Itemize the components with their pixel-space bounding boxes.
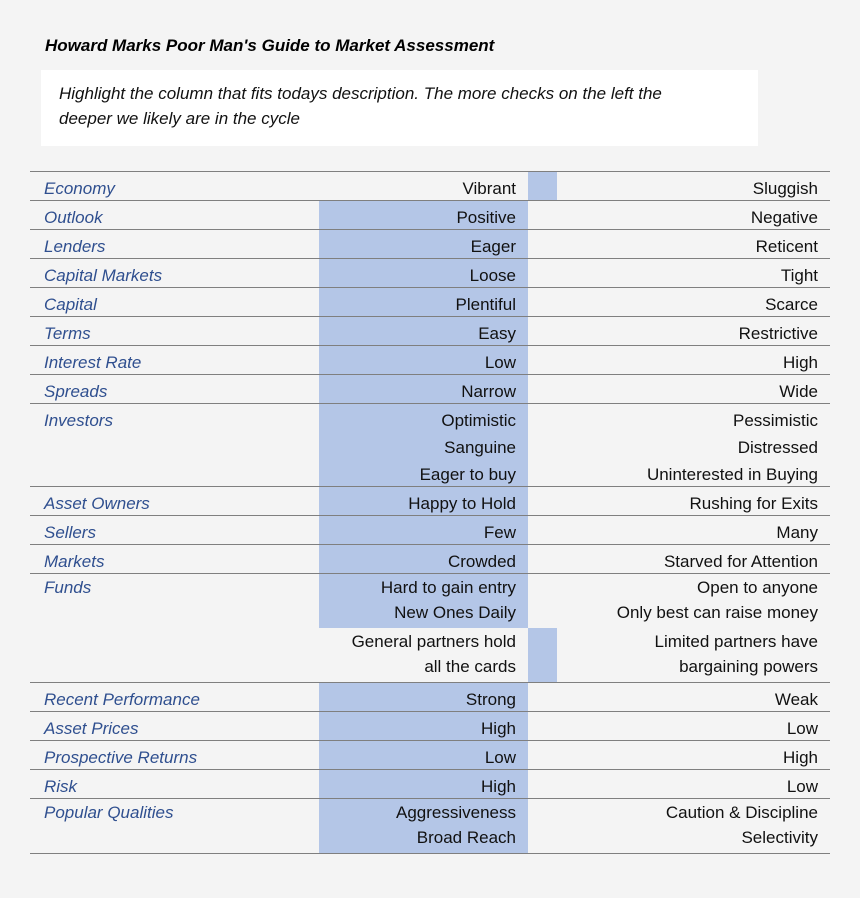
left-condition-line: Low: [484, 353, 516, 372]
right-condition-line: Wide: [779, 382, 818, 401]
left-condition-line: Low: [484, 748, 516, 767]
right-condition-line: Weak: [774, 690, 818, 709]
row-category: Economy: [44, 179, 115, 198]
row-category: Prospective Returns: [44, 748, 198, 767]
right-condition: [655, 630, 818, 679]
right-condition-line: Uninterested in Buying: [646, 465, 818, 484]
left-condition-line: Aggressiveness: [395, 803, 516, 822]
row-category: Interest Rate: [44, 353, 142, 372]
left-condition: [408, 490, 516, 517]
left-condition-line: General partners hold: [351, 632, 516, 651]
table-row: [30, 345, 830, 374]
left-condition-line: Narrow: [461, 382, 516, 401]
left-condition-line: Vibrant: [462, 179, 516, 198]
left-condition: [448, 548, 516, 575]
right-condition-line: Only best can raise money: [616, 602, 818, 622]
left-condition-line: Eager: [470, 237, 516, 256]
left-condition: [481, 715, 516, 742]
right-condition: [765, 291, 818, 318]
left-condition-line: Strong: [465, 690, 516, 709]
left-condition-line: Plentiful: [455, 295, 516, 314]
right-condition: [753, 175, 818, 202]
table-row: [30, 740, 830, 769]
left-condition-line: Hard to gain entry: [380, 578, 516, 597]
right-condition-line: Pessimistic: [732, 411, 818, 430]
right-condition: [779, 378, 818, 405]
left-condition-line: Eager to buy: [419, 465, 516, 484]
right-condition: [647, 407, 818, 488]
right-condition-line: Negative: [750, 208, 818, 227]
right-condition-line: Low: [786, 777, 818, 796]
table-row: [30, 172, 830, 200]
instructions-line-2: deeper we likely are in the cycle: [59, 109, 300, 128]
row-category: Asset Prices: [44, 719, 139, 738]
row-category: Outlook: [44, 208, 103, 227]
row-category: Investors: [44, 411, 113, 430]
left-condition: [456, 291, 516, 318]
left-condition-line: Positive: [456, 208, 516, 227]
highlight-marker: [528, 172, 557, 200]
left-condition-line: Easy: [478, 324, 516, 343]
left-condition: [471, 233, 516, 260]
row-category: Capital Markets: [44, 266, 163, 285]
row-category: Funds: [44, 578, 92, 597]
table-row: [30, 486, 830, 515]
table-row: [30, 798, 830, 853]
row-category: Markets: [44, 552, 105, 571]
right-condition: [690, 490, 819, 517]
left-condition: [420, 407, 516, 488]
row-category: Recent Performance: [44, 690, 200, 709]
left-condition-line: all the cards: [424, 656, 516, 676]
row-category: Lenders: [44, 237, 106, 256]
table-row: [30, 544, 830, 573]
left-condition: [470, 262, 516, 289]
table-row: [30, 515, 830, 544]
right-condition-line: Selectivity: [741, 827, 818, 847]
right-condition-line: Sluggish: [752, 179, 818, 198]
right-condition-line: Reticent: [755, 237, 818, 256]
right-condition: [783, 349, 818, 376]
right-condition-line: High: [783, 353, 818, 372]
row-category: Popular Qualities: [44, 803, 174, 822]
left-condition: [381, 576, 516, 625]
right-condition-line: Distressed: [737, 438, 818, 457]
left-condition: [478, 320, 516, 347]
left-condition-line: Crowded: [447, 552, 516, 571]
table-row: [30, 769, 830, 798]
left-condition-line: Loose: [469, 266, 516, 285]
instructions-line-1: Highlight the column that fits todays description. The more checks on the left the: [59, 84, 662, 103]
left-condition-line: Happy to Hold: [408, 494, 516, 513]
right-condition-line: Many: [776, 523, 818, 542]
table-row: [30, 682, 830, 711]
row-category: Sellers: [44, 523, 96, 542]
right-condition: [617, 576, 818, 625]
right-condition: [783, 744, 818, 771]
right-condition-line: bargaining powers: [679, 656, 818, 676]
row-category: Spreads: [44, 382, 108, 401]
table-row: [30, 573, 830, 628]
left-condition: [485, 744, 516, 771]
row-category: Capital: [44, 295, 97, 314]
row-category: Asset Owners: [44, 494, 150, 513]
left-condition: [456, 204, 516, 231]
left-condition-line: High: [481, 719, 516, 738]
right-condition-line: High: [783, 748, 818, 767]
right-condition: [666, 801, 818, 850]
left-condition: [485, 349, 516, 376]
right-condition-line: Rushing for Exits: [689, 494, 818, 513]
right-condition-line: Scarce: [765, 295, 818, 314]
table-row: [30, 628, 830, 682]
right-condition: [781, 262, 818, 289]
right-condition: [751, 204, 818, 231]
table-row: [30, 711, 830, 740]
left-condition: [481, 773, 516, 800]
table-row: [30, 229, 830, 258]
instructions-box: [41, 70, 758, 146]
highlight-marker: [528, 628, 557, 682]
right-condition: [787, 715, 818, 742]
table-row: [30, 316, 830, 345]
right-condition: [664, 548, 818, 575]
left-condition-line: New Ones Daily: [394, 602, 516, 622]
left-condition-line: Broad Reach: [416, 827, 516, 847]
row-category: Terms: [44, 324, 91, 343]
table-row: [30, 403, 830, 486]
right-condition: [739, 320, 818, 347]
left-condition: [484, 519, 516, 546]
page-title: Howard Marks Poor Man's Guide to Market Assessment: [45, 36, 495, 55]
row-category: Risk: [44, 777, 78, 796]
table-row: [30, 287, 830, 316]
right-condition-line: Limited partners have: [654, 632, 818, 651]
left-condition-line: High: [481, 777, 516, 796]
right-condition: [776, 519, 818, 546]
right-condition: [756, 233, 818, 260]
right-condition-line: Low: [786, 719, 818, 738]
left-condition: [461, 378, 516, 405]
right-condition-line: Tight: [780, 266, 818, 285]
left-condition: [352, 630, 516, 679]
right-condition: [775, 686, 818, 713]
right-condition-line: Restrictive: [738, 324, 818, 343]
right-condition: [787, 773, 818, 800]
left-condition-line: Sanguine: [444, 438, 516, 457]
assessment-table: [30, 171, 830, 854]
left-condition-line: Optimistic: [441, 411, 516, 430]
left-condition-line: Few: [483, 523, 516, 542]
right-condition-line: Starved for Attention: [663, 552, 818, 571]
left-condition: [466, 686, 516, 713]
table-row: [30, 200, 830, 229]
left-condition: [396, 801, 516, 850]
table-row: [30, 258, 830, 287]
right-condition-line: Open to anyone: [697, 578, 818, 597]
right-condition-line: Caution & Discipline: [665, 803, 818, 822]
left-condition: [462, 175, 516, 202]
table-row: [30, 374, 830, 403]
